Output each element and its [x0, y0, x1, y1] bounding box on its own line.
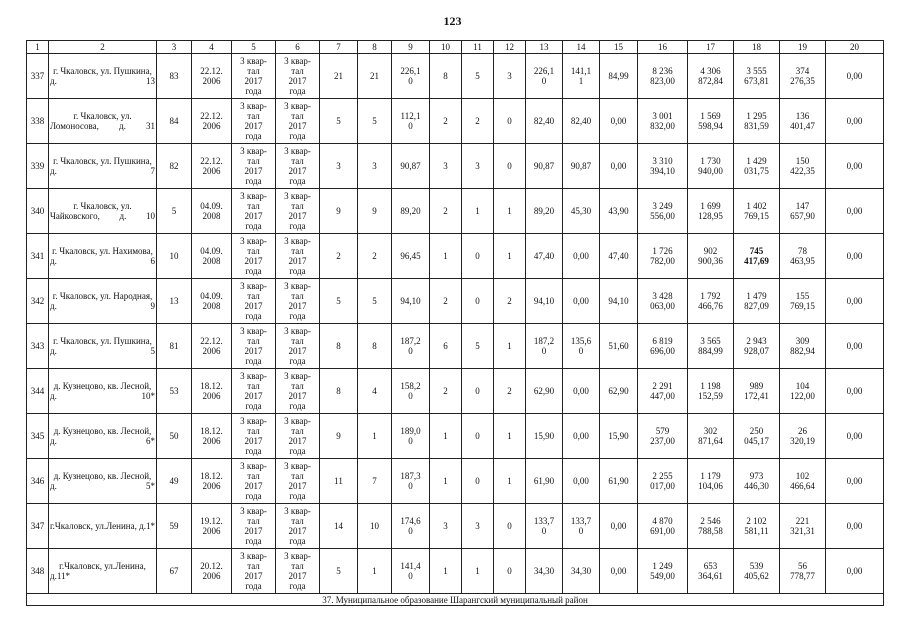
- table-cell: 133,7 0: [526, 504, 563, 549]
- header-row: [27, 41, 884, 54]
- table-cell: 338: [27, 99, 49, 144]
- table-cell: 49: [157, 459, 192, 504]
- table-cell: 51,60: [600, 324, 638, 369]
- table-cell: 221 321,31: [780, 504, 826, 549]
- table-cell: 0: [462, 234, 494, 279]
- table-cell: 8: [430, 54, 462, 99]
- table-cell: 53: [157, 369, 192, 414]
- table-cell: 5: [358, 279, 392, 324]
- table-cell: 3 квар- тал 2017 года: [232, 234, 276, 279]
- address-cell: г. Чкаловск, ул. Пушкина, д. 13: [49, 54, 157, 99]
- table-row: [27, 99, 884, 144]
- table-cell: 1: [494, 324, 526, 369]
- table-cell: 5: [462, 54, 494, 99]
- footer-row: [27, 594, 884, 606]
- table-cell: 3 квар- тал 2017 года: [232, 459, 276, 504]
- table-cell: 8: [320, 324, 358, 369]
- table-cell: 1 179 104,06: [688, 459, 734, 504]
- table-cell: 0: [494, 504, 526, 549]
- table-cell: 0,00: [563, 234, 600, 279]
- table-cell: 226,1 0: [392, 54, 430, 99]
- table-cell: 0,00: [826, 279, 884, 324]
- table-cell: 3 310 394,10: [638, 144, 688, 189]
- table-cell: 20.12. 2006: [192, 549, 232, 594]
- table-cell: 5: [320, 279, 358, 324]
- table-cell: 0: [462, 279, 494, 324]
- address-cell: д. Кузнецово, кв. Лесной, д. 10*: [49, 369, 157, 414]
- table-row: [27, 369, 884, 414]
- table-cell: 0: [494, 99, 526, 144]
- table-cell: 50: [157, 414, 192, 459]
- table-cell: 0,00: [600, 549, 638, 594]
- table-cell: 0,00: [826, 54, 884, 99]
- table-cell: 104 122,00: [780, 369, 826, 414]
- table-cell: 9: [358, 189, 392, 234]
- table-cell: 26 320,19: [780, 414, 826, 459]
- header-cell: 20: [826, 41, 884, 54]
- table-cell: 346: [27, 459, 49, 504]
- table-cell: 1: [430, 414, 462, 459]
- table-cell: 90,87: [392, 144, 430, 189]
- table-cell: 141,4 0: [392, 549, 430, 594]
- table-cell: 1: [494, 189, 526, 234]
- table-cell: 0,00: [826, 189, 884, 234]
- housing-table: [26, 40, 884, 606]
- table-cell: 653 364,61: [688, 549, 734, 594]
- table-cell: 89,20: [392, 189, 430, 234]
- table-cell: 745 417,69: [734, 234, 780, 279]
- table-cell: 82: [157, 144, 192, 189]
- table-row: [27, 459, 884, 504]
- header-cell: 18: [734, 41, 780, 54]
- table-row: [27, 279, 884, 324]
- table-cell: 2: [462, 99, 494, 144]
- table-cell: 973 446,30: [734, 459, 780, 504]
- table-cell: 1: [462, 189, 494, 234]
- table-cell: 345: [27, 414, 49, 459]
- table-cell: 1: [494, 414, 526, 459]
- table-cell: 9: [320, 189, 358, 234]
- table-cell: 62,90: [526, 369, 563, 414]
- page-number: 123: [443, 14, 462, 28]
- header-cell: 3: [157, 41, 192, 54]
- table-cell: 374 276,35: [780, 54, 826, 99]
- table-row: [27, 234, 884, 279]
- table-cell: 348: [27, 549, 49, 594]
- header-cell: 13: [526, 41, 563, 54]
- table-cell: 3 квар- тал 2017 года: [276, 99, 320, 144]
- table-cell: 1 699 128,95: [688, 189, 734, 234]
- table-cell: 3 квар- тал 2017 года: [232, 504, 276, 549]
- table-cell: 1: [494, 234, 526, 279]
- table-cell: 0,00: [563, 279, 600, 324]
- header-cell: 8: [358, 41, 392, 54]
- table-cell: 340: [27, 189, 49, 234]
- table-cell: 0,00: [826, 234, 884, 279]
- table-cell: 94,10: [392, 279, 430, 324]
- table-cell: 0,00: [826, 549, 884, 594]
- table-cell: 8: [358, 324, 392, 369]
- table-cell: 22.12. 2006: [192, 144, 232, 189]
- table-cell: 3: [462, 144, 494, 189]
- table-cell: 1 726 782,00: [638, 234, 688, 279]
- table-cell: 3 квар- тал 2017 года: [276, 459, 320, 504]
- header-cell: 17: [688, 41, 734, 54]
- table-cell: 34,30: [563, 549, 600, 594]
- table-cell: 94,10: [526, 279, 563, 324]
- table-cell: 0,00: [826, 144, 884, 189]
- table-cell: 2: [320, 234, 358, 279]
- table-cell: 47,40: [600, 234, 638, 279]
- table-cell: 04.09. 2008: [192, 234, 232, 279]
- table-cell: 187,2 0: [392, 324, 430, 369]
- table-cell: 83: [157, 54, 192, 99]
- table-cell: 90,87: [563, 144, 600, 189]
- table-cell: 3 квар- тал 2017 года: [232, 189, 276, 234]
- table-cell: 2: [494, 369, 526, 414]
- table-cell: 2 546 788,58: [688, 504, 734, 549]
- table-cell: 3: [358, 144, 392, 189]
- table-cell: 04.09. 2008: [192, 189, 232, 234]
- table-cell: 56 778,77: [780, 549, 826, 594]
- table-cell: 21: [358, 54, 392, 99]
- table-cell: 302 871,64: [688, 414, 734, 459]
- table-cell: 3: [462, 504, 494, 549]
- table-cell: 3 квар- тал 2017 года: [232, 144, 276, 189]
- header-cell: 2: [49, 41, 157, 54]
- table-cell: 3: [430, 144, 462, 189]
- header-cell: 11: [462, 41, 494, 54]
- table-cell: 82,40: [526, 99, 563, 144]
- table-cell: 102 466,64: [780, 459, 826, 504]
- table-cell: 45,30: [563, 189, 600, 234]
- table-cell: 902 900,36: [688, 234, 734, 279]
- table-cell: 6 819 696,00: [638, 324, 688, 369]
- table-cell: 989 172,41: [734, 369, 780, 414]
- table-cell: 3 квар- тал 2017 года: [276, 324, 320, 369]
- table-cell: 5: [358, 99, 392, 144]
- table-cell: 0,00: [826, 99, 884, 144]
- table-cell: 136 401,47: [780, 99, 826, 144]
- table-row: [27, 324, 884, 369]
- table-cell: 3 квар- тал 2017 года: [232, 369, 276, 414]
- table-cell: 89,20: [526, 189, 563, 234]
- table-cell: 3 квар- тал 2017 года: [232, 324, 276, 369]
- table-cell: 13: [157, 279, 192, 324]
- table-row: [27, 504, 884, 549]
- table-cell: 309 882,94: [780, 324, 826, 369]
- table-cell: 189,0 0: [392, 414, 430, 459]
- table-cell: 0,00: [600, 504, 638, 549]
- table-cell: 81: [157, 324, 192, 369]
- table-cell: 22.12. 2006: [192, 99, 232, 144]
- table-cell: 3 квар- тал 2017 года: [232, 549, 276, 594]
- header-cell: 6: [276, 41, 320, 54]
- table-cell: 3 555 673,81: [734, 54, 780, 99]
- table-cell: 84,99: [600, 54, 638, 99]
- table-cell: 0: [462, 459, 494, 504]
- table-cell: 579 237,00: [638, 414, 688, 459]
- table-cell: 22.12. 2006: [192, 54, 232, 99]
- table-row: [27, 549, 884, 594]
- table-cell: 3 квар- тал 2017 года: [276, 279, 320, 324]
- table-cell: 1 792 466,76: [688, 279, 734, 324]
- table-cell: 1: [430, 234, 462, 279]
- table-cell: 174,6 0: [392, 504, 430, 549]
- address-cell: г. Чкаловск, ул. Ломоносова, д. 31: [49, 99, 157, 144]
- table-cell: 6: [430, 324, 462, 369]
- table-cell: 1 730 940,00: [688, 144, 734, 189]
- table-cell: 3 428 063,00: [638, 279, 688, 324]
- table-cell: 2 255 017,00: [638, 459, 688, 504]
- table-cell: 3 квар- тал 2017 года: [276, 189, 320, 234]
- table-cell: 141,1 1: [563, 54, 600, 99]
- table-row: [27, 54, 884, 99]
- table-cell: 5: [157, 189, 192, 234]
- table-cell: 19.12. 2006: [192, 504, 232, 549]
- table-cell: 341: [27, 234, 49, 279]
- table-cell: 0,00: [826, 459, 884, 504]
- table-cell: 61,90: [600, 459, 638, 504]
- table-cell: 2: [430, 279, 462, 324]
- table-cell: 18.12. 2006: [192, 459, 232, 504]
- table-cell: 343: [27, 324, 49, 369]
- header-cell: 12: [494, 41, 526, 54]
- table-cell: 147 657,90: [780, 189, 826, 234]
- table-cell: 187,2 0: [526, 324, 563, 369]
- table-cell: 0,00: [826, 324, 884, 369]
- table-cell: 1 569 598,94: [688, 99, 734, 144]
- table-cell: 3 квар- тал 2017 года: [276, 504, 320, 549]
- table-cell: 8: [320, 369, 358, 414]
- table-cell: 2: [430, 369, 462, 414]
- table-cell: 5: [320, 549, 358, 594]
- table-cell: 112,1 0: [392, 99, 430, 144]
- address-cell: г.Чкаловск, ул.Ленина, д.1*: [49, 504, 157, 549]
- header-cell: 5: [232, 41, 276, 54]
- table-cell: 84: [157, 99, 192, 144]
- table-cell: 539 405,62: [734, 549, 780, 594]
- table-cell: 3 квар- тал 2017 года: [232, 414, 276, 459]
- address-cell: г. Чкаловск, ул. Чайковского, д. 10: [49, 189, 157, 234]
- table-cell: 1: [430, 459, 462, 504]
- table-cell: 135,6 0: [563, 324, 600, 369]
- table-cell: 21: [320, 54, 358, 99]
- table-cell: 3 565 884,99: [688, 324, 734, 369]
- table-cell: 0: [462, 414, 494, 459]
- table-cell: 155 769,15: [780, 279, 826, 324]
- table-cell: 14: [320, 504, 358, 549]
- table-cell: 4 306 872,84: [688, 54, 734, 99]
- table-cell: 3 квар- тал 2017 года: [276, 54, 320, 99]
- table-cell: 226,1 0: [526, 54, 563, 99]
- table-cell: 0: [494, 549, 526, 594]
- table-cell: 82,40: [563, 99, 600, 144]
- header-cell: 14: [563, 41, 600, 54]
- table-cell: 15,90: [526, 414, 563, 459]
- table-cell: 11: [320, 459, 358, 504]
- table-cell: 0,00: [563, 414, 600, 459]
- table-cell: 22.12. 2006: [192, 324, 232, 369]
- table-cell: 187,3 0: [392, 459, 430, 504]
- table-cell: 1: [462, 549, 494, 594]
- table-cell: 2 291 447,00: [638, 369, 688, 414]
- table-cell: 337: [27, 54, 49, 99]
- table-cell: 3: [494, 54, 526, 99]
- table-cell: 18.12. 2006: [192, 414, 232, 459]
- table-cell: 0,00: [600, 144, 638, 189]
- table-cell: 61,90: [526, 459, 563, 504]
- table-cell: 10: [157, 234, 192, 279]
- table-cell: 90,87: [526, 144, 563, 189]
- table-cell: 34,30: [526, 549, 563, 594]
- header-cell: 4: [192, 41, 232, 54]
- address-cell: д. Кузнецово, кв. Лесной, д. 5*: [49, 459, 157, 504]
- table-cell: 133,7 0: [563, 504, 600, 549]
- table-cell: 94,10: [600, 279, 638, 324]
- address-cell: г. Чкаловск, ул. Нахимова, д. 6: [49, 234, 157, 279]
- table-cell: 7: [358, 459, 392, 504]
- table-cell: 4 870 691,00: [638, 504, 688, 549]
- table-cell: 43,90: [600, 189, 638, 234]
- table-cell: 04.09. 2008: [192, 279, 232, 324]
- table-cell: 3 249 556,00: [638, 189, 688, 234]
- table-cell: 342: [27, 279, 49, 324]
- table-cell: 4: [358, 369, 392, 414]
- table-cell: 5: [462, 324, 494, 369]
- table-cell: 0,00: [826, 414, 884, 459]
- table-cell: 96,45: [392, 234, 430, 279]
- table-cell: 3 квар- тал 2017 года: [276, 369, 320, 414]
- table-cell: 1 429 031,75: [734, 144, 780, 189]
- table-cell: 1: [358, 414, 392, 459]
- table-cell: 78 463,95: [780, 234, 826, 279]
- header-cell: 10: [430, 41, 462, 54]
- header-cell: 1: [27, 41, 49, 54]
- table-cell: 3 квар- тал 2017 года: [276, 414, 320, 459]
- table-cell: 1 198 152,59: [688, 369, 734, 414]
- table-cell: 2: [494, 279, 526, 324]
- table-cell: 2: [358, 234, 392, 279]
- header-cell: 9: [392, 41, 430, 54]
- table-cell: 15,90: [600, 414, 638, 459]
- table-cell: 3 квар- тал 2017 года: [276, 549, 320, 594]
- table-cell: 1: [430, 549, 462, 594]
- table-cell: 0,00: [826, 369, 884, 414]
- address-cell: г.Чкаловск, ул.Ленина, д.11*: [49, 549, 157, 594]
- table-cell: 8 236 823,00: [638, 54, 688, 99]
- table-cell: 0: [494, 144, 526, 189]
- table-cell: 3 квар- тал 2017 года: [276, 234, 320, 279]
- table-row: [27, 189, 884, 234]
- table-cell: 3: [320, 144, 358, 189]
- table-cell: 9: [320, 414, 358, 459]
- municipality-label: 37. Муниципальное образование Шарангский муниципальный район: [27, 594, 884, 606]
- table-cell: 2 943 928,07: [734, 324, 780, 369]
- header-cell: 15: [600, 41, 638, 54]
- table-cell: 250 045,17: [734, 414, 780, 459]
- table-cell: 3 001 832,00: [638, 99, 688, 144]
- address-cell: д. Кузнецово, кв. Лесной, д. 6*: [49, 414, 157, 459]
- table-cell: 67: [157, 549, 192, 594]
- header-cell: 19: [780, 41, 826, 54]
- address-cell: г. Чкаловск, ул. Народная, д. 9: [49, 279, 157, 324]
- table-cell: 0,00: [563, 369, 600, 414]
- table-row: [27, 414, 884, 459]
- table-cell: 18.12. 2006: [192, 369, 232, 414]
- table-cell: 347: [27, 504, 49, 549]
- table-cell: 10: [358, 504, 392, 549]
- table-cell: 158,2 0: [392, 369, 430, 414]
- table-cell: 3 квар- тал 2017 года: [232, 279, 276, 324]
- table-cell: 3 квар- тал 2017 года: [232, 99, 276, 144]
- table-row: [27, 144, 884, 189]
- table-cell: 2: [430, 99, 462, 144]
- table-cell: 62,90: [600, 369, 638, 414]
- table-cell: 1 249 549,00: [638, 549, 688, 594]
- table-cell: 0,00: [826, 504, 884, 549]
- table-cell: 3 квар- тал 2017 года: [276, 144, 320, 189]
- table-cell: 5: [320, 99, 358, 144]
- table-cell: 2: [430, 189, 462, 234]
- table-cell: 1 479 827,09: [734, 279, 780, 324]
- header-cell: 16: [638, 41, 688, 54]
- table-cell: 339: [27, 144, 49, 189]
- table-cell: 0,00: [600, 99, 638, 144]
- table-cell: 2 102 581,11: [734, 504, 780, 549]
- table-cell: 0,00: [563, 459, 600, 504]
- table-cell: 344: [27, 369, 49, 414]
- table-cell: 1: [358, 549, 392, 594]
- address-cell: г. Чкаловск, ул. Пушкина, д. 5: [49, 324, 157, 369]
- table-cell: 1 402 769,15: [734, 189, 780, 234]
- table-cell: 47,40: [526, 234, 563, 279]
- table-cell: 3 квар- тал 2017 года: [232, 54, 276, 99]
- table-cell: 3: [430, 504, 462, 549]
- table-cell: 59: [157, 504, 192, 549]
- table-cell: 1: [494, 459, 526, 504]
- header-cell: 7: [320, 41, 358, 54]
- address-cell: г. Чкаловск, ул. Пушкина, д. 7: [49, 144, 157, 189]
- table-cell: 1 295 831,59: [734, 99, 780, 144]
- table-cell: 150 422,35: [780, 144, 826, 189]
- table-cell: 0: [462, 369, 494, 414]
